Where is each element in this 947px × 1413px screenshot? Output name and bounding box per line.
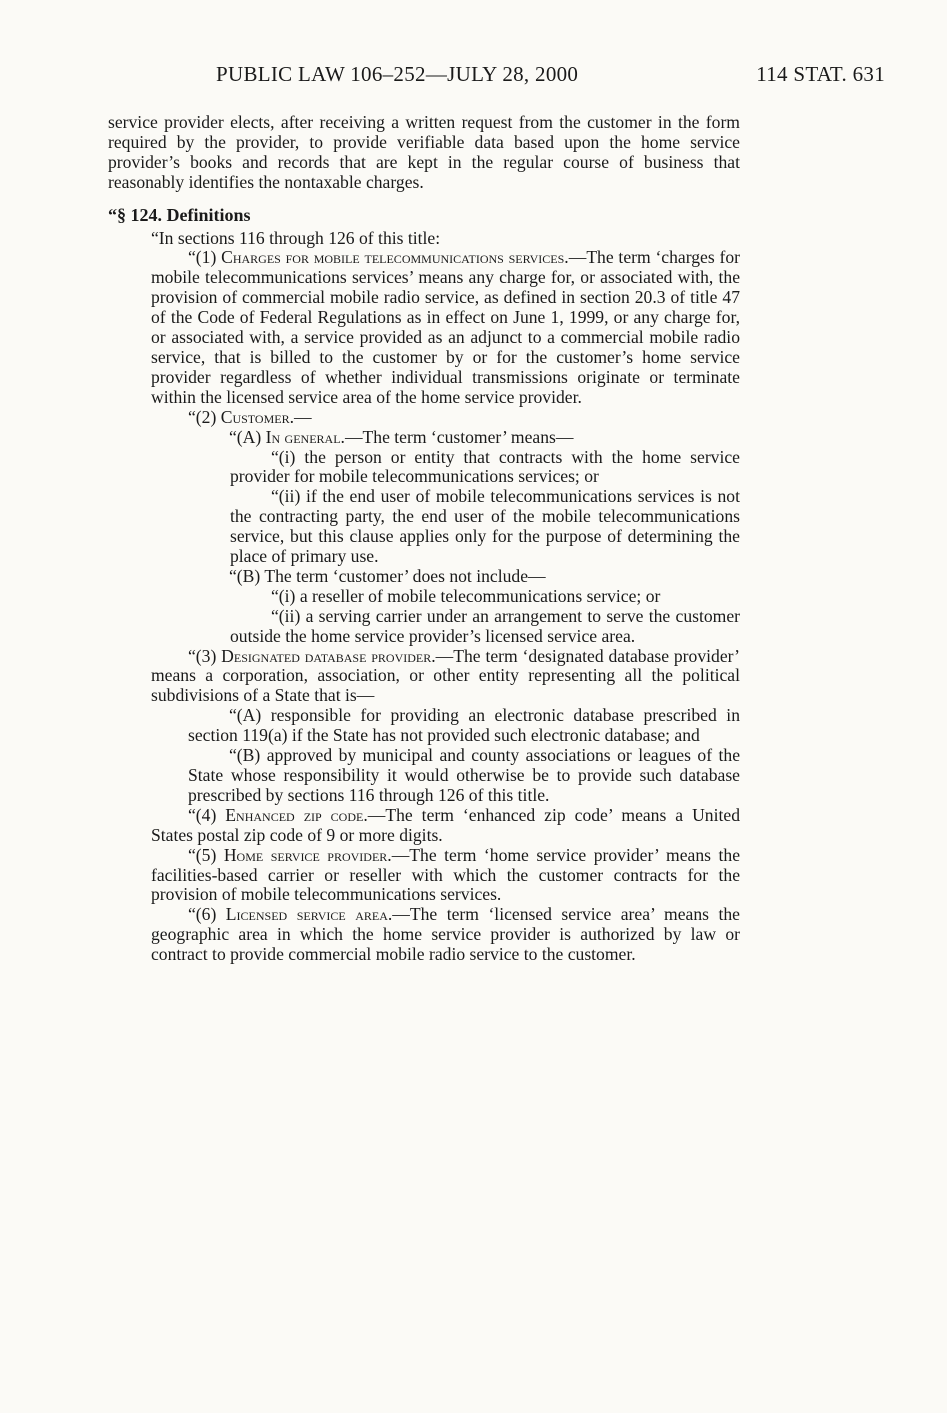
definition-2 (108, 408, 740, 428)
definitions-intro: “In sections 116 through 126 of this title: (151, 227, 441, 248)
running-header (216, 62, 885, 87)
definition-2A-ii: “(ii) if the end user of mobile telecommunications services is not the contracting party, the end user of the mobile telecommunications service, but this clause applies only for the purpose of determining the place of primary use. (230, 486, 740, 567)
definition-2B-ii: “(ii) a serving carrier under an arrangement to serve the customer outside the home service provider’s licensed service area. (230, 605, 740, 646)
body-text (108, 113, 740, 965)
definition-2B-i: “(i) a reseller of mobile telecommunications service; or (271, 585, 661, 606)
definition-3-term: “(3) Designated database provider. (188, 645, 436, 666)
definition-5-text: —The term ‘home service provider’ means the facilities-based carrier or reseller with which the customer contracts for the provision of mobile telecommunications services. (151, 844, 741, 905)
definition-2A-term: “(A) In general. (229, 426, 345, 447)
definition-5 (108, 846, 740, 906)
definition-2-text: — (293, 406, 312, 427)
definition-3 (108, 647, 740, 707)
definition-5-term: “(5) Home service provider. (188, 844, 392, 865)
header-page-ref: 114 STAT. 631 (756, 62, 885, 86)
continued-paragraph: service provider elects, after receiving a written request from the customer in the form required by the provider, to provide verifiable data based upon the home service provider’s books and records that are kept in the regular course of business that reasonably identifies the nontaxable charges. (108, 112, 740, 192)
definition-3A: “(A) responsible for providing an electronic database prescribed in section 119(a) if the State has not provided such electronic database; and (188, 705, 740, 746)
definition-6 (108, 905, 740, 965)
definition-3-text: —The term ‘designated database provider’ means a corporation, association, or other entity representing all the political subdivisions of a State that is— (151, 645, 740, 706)
definition-4-text: —The term ‘enhanced zip code’ means a United States postal zip code of 9 or more digits. (151, 804, 740, 845)
definition-3B: “(B) approved by municipal and county associations or leagues of the State whose responsibility it would otherwise be to provide such database prescribed by sections 116 through 126 of this title. (188, 745, 740, 805)
definition-1-text: —The term ‘charges for mobile telecommunications services’ means any charge for, or associated with, the provision of commercial mobile radio service, as defined in section 20.3 of title 47 of the Code of Federal Regulations as in effect on June 1, 1999, or any charge for, or associated with, a service provided as an adjunct to a commercial mobile radio service, that is billed to the customer by or for the customer’s home service provider regardless of whether individual transmissions originate or terminate within the licensed service area of the home service provider. (151, 247, 741, 407)
definition-4 (108, 806, 740, 846)
definition-1 (108, 248, 740, 407)
definition-6-term: “(6) Licensed service area. (188, 904, 393, 925)
definition-2A-text: —The term ‘customer’ means— (344, 426, 574, 447)
header-title: PUBLIC LAW 106–252—JULY 28, 2000 (216, 62, 579, 86)
definition-2A-i: “(i) the person or entity that contracts with the home service provider for mobile telecommunications services; or (230, 446, 740, 487)
section-heading: “§ 124. Definitions (108, 204, 251, 225)
definition-2A (108, 428, 740, 448)
definition-2-term: “(2) Customer. (188, 406, 294, 427)
definition-6-text: —The term ‘licensed service area’ means the geographic area in which the home service provider is authorized by law or contract to provide commercial mobile radio service to the customer. (151, 904, 740, 965)
definition-4-term: “(4) Enhanced zip code. (188, 804, 368, 825)
definition-2B: “(B) The term ‘customer’ does not include— (229, 565, 546, 586)
definition-1-term: “(1) Charges for mobile telecommunications services. (188, 247, 569, 268)
